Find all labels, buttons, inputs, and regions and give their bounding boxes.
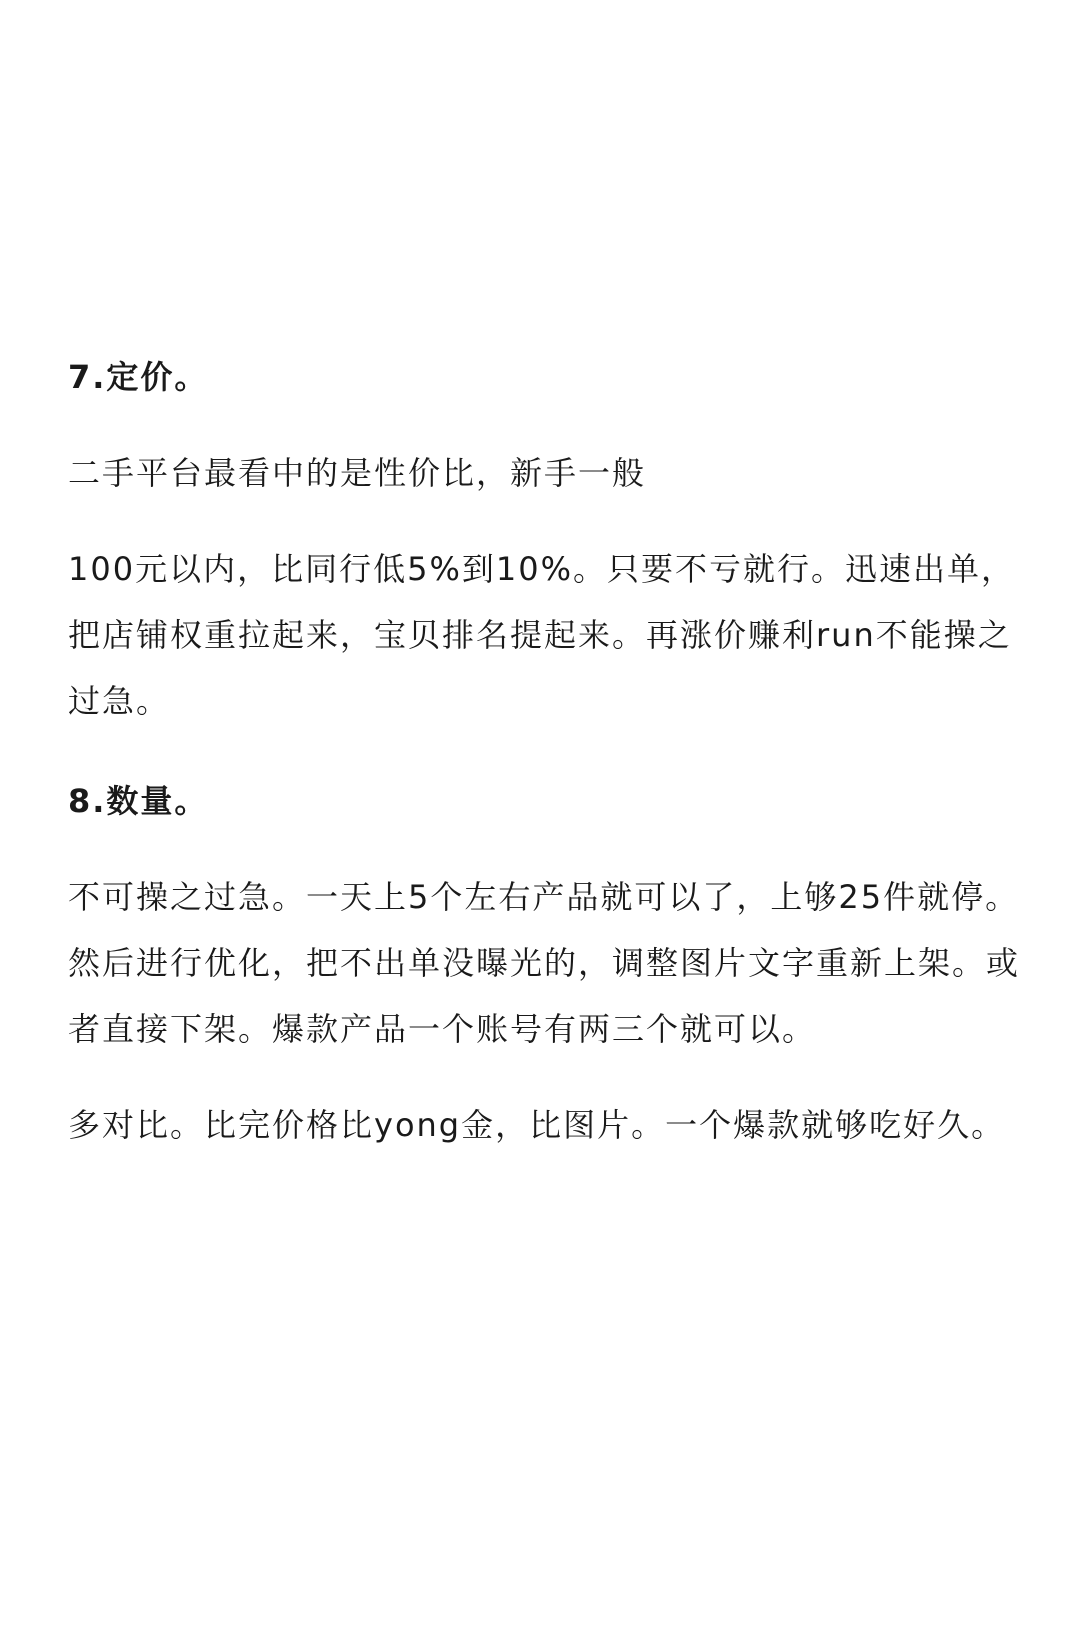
paragraph: 二手平台最看中的是性价比，新手一般 — [68, 454, 647, 492]
paragraph: 多对比。比完价格比yong金，比图片。一个爆款就够吃好久。 — [68, 1106, 1006, 1144]
section-heading-quantity: 8.数量。 — [68, 782, 209, 820]
section-heading-pricing: 7.定价。 — [68, 358, 209, 396]
article-body — [68, 344, 1028, 1158]
paragraph: 100元以内，比同行低5%到10%。只要不亏就行。迅速出单，把店铺权重拉起来，宝贝排名提起来。再涨价赚利run不能操之过急。 — [68, 550, 1015, 720]
paragraph: 不可操之过急。一天上5个左右产品就可以了，上够25件就停。然后进行优化，把不出单没曝光的，调整图片文字重新上架。或者直接下架。爆款产品一个账号有两三个就可以。 — [68, 878, 1021, 1048]
